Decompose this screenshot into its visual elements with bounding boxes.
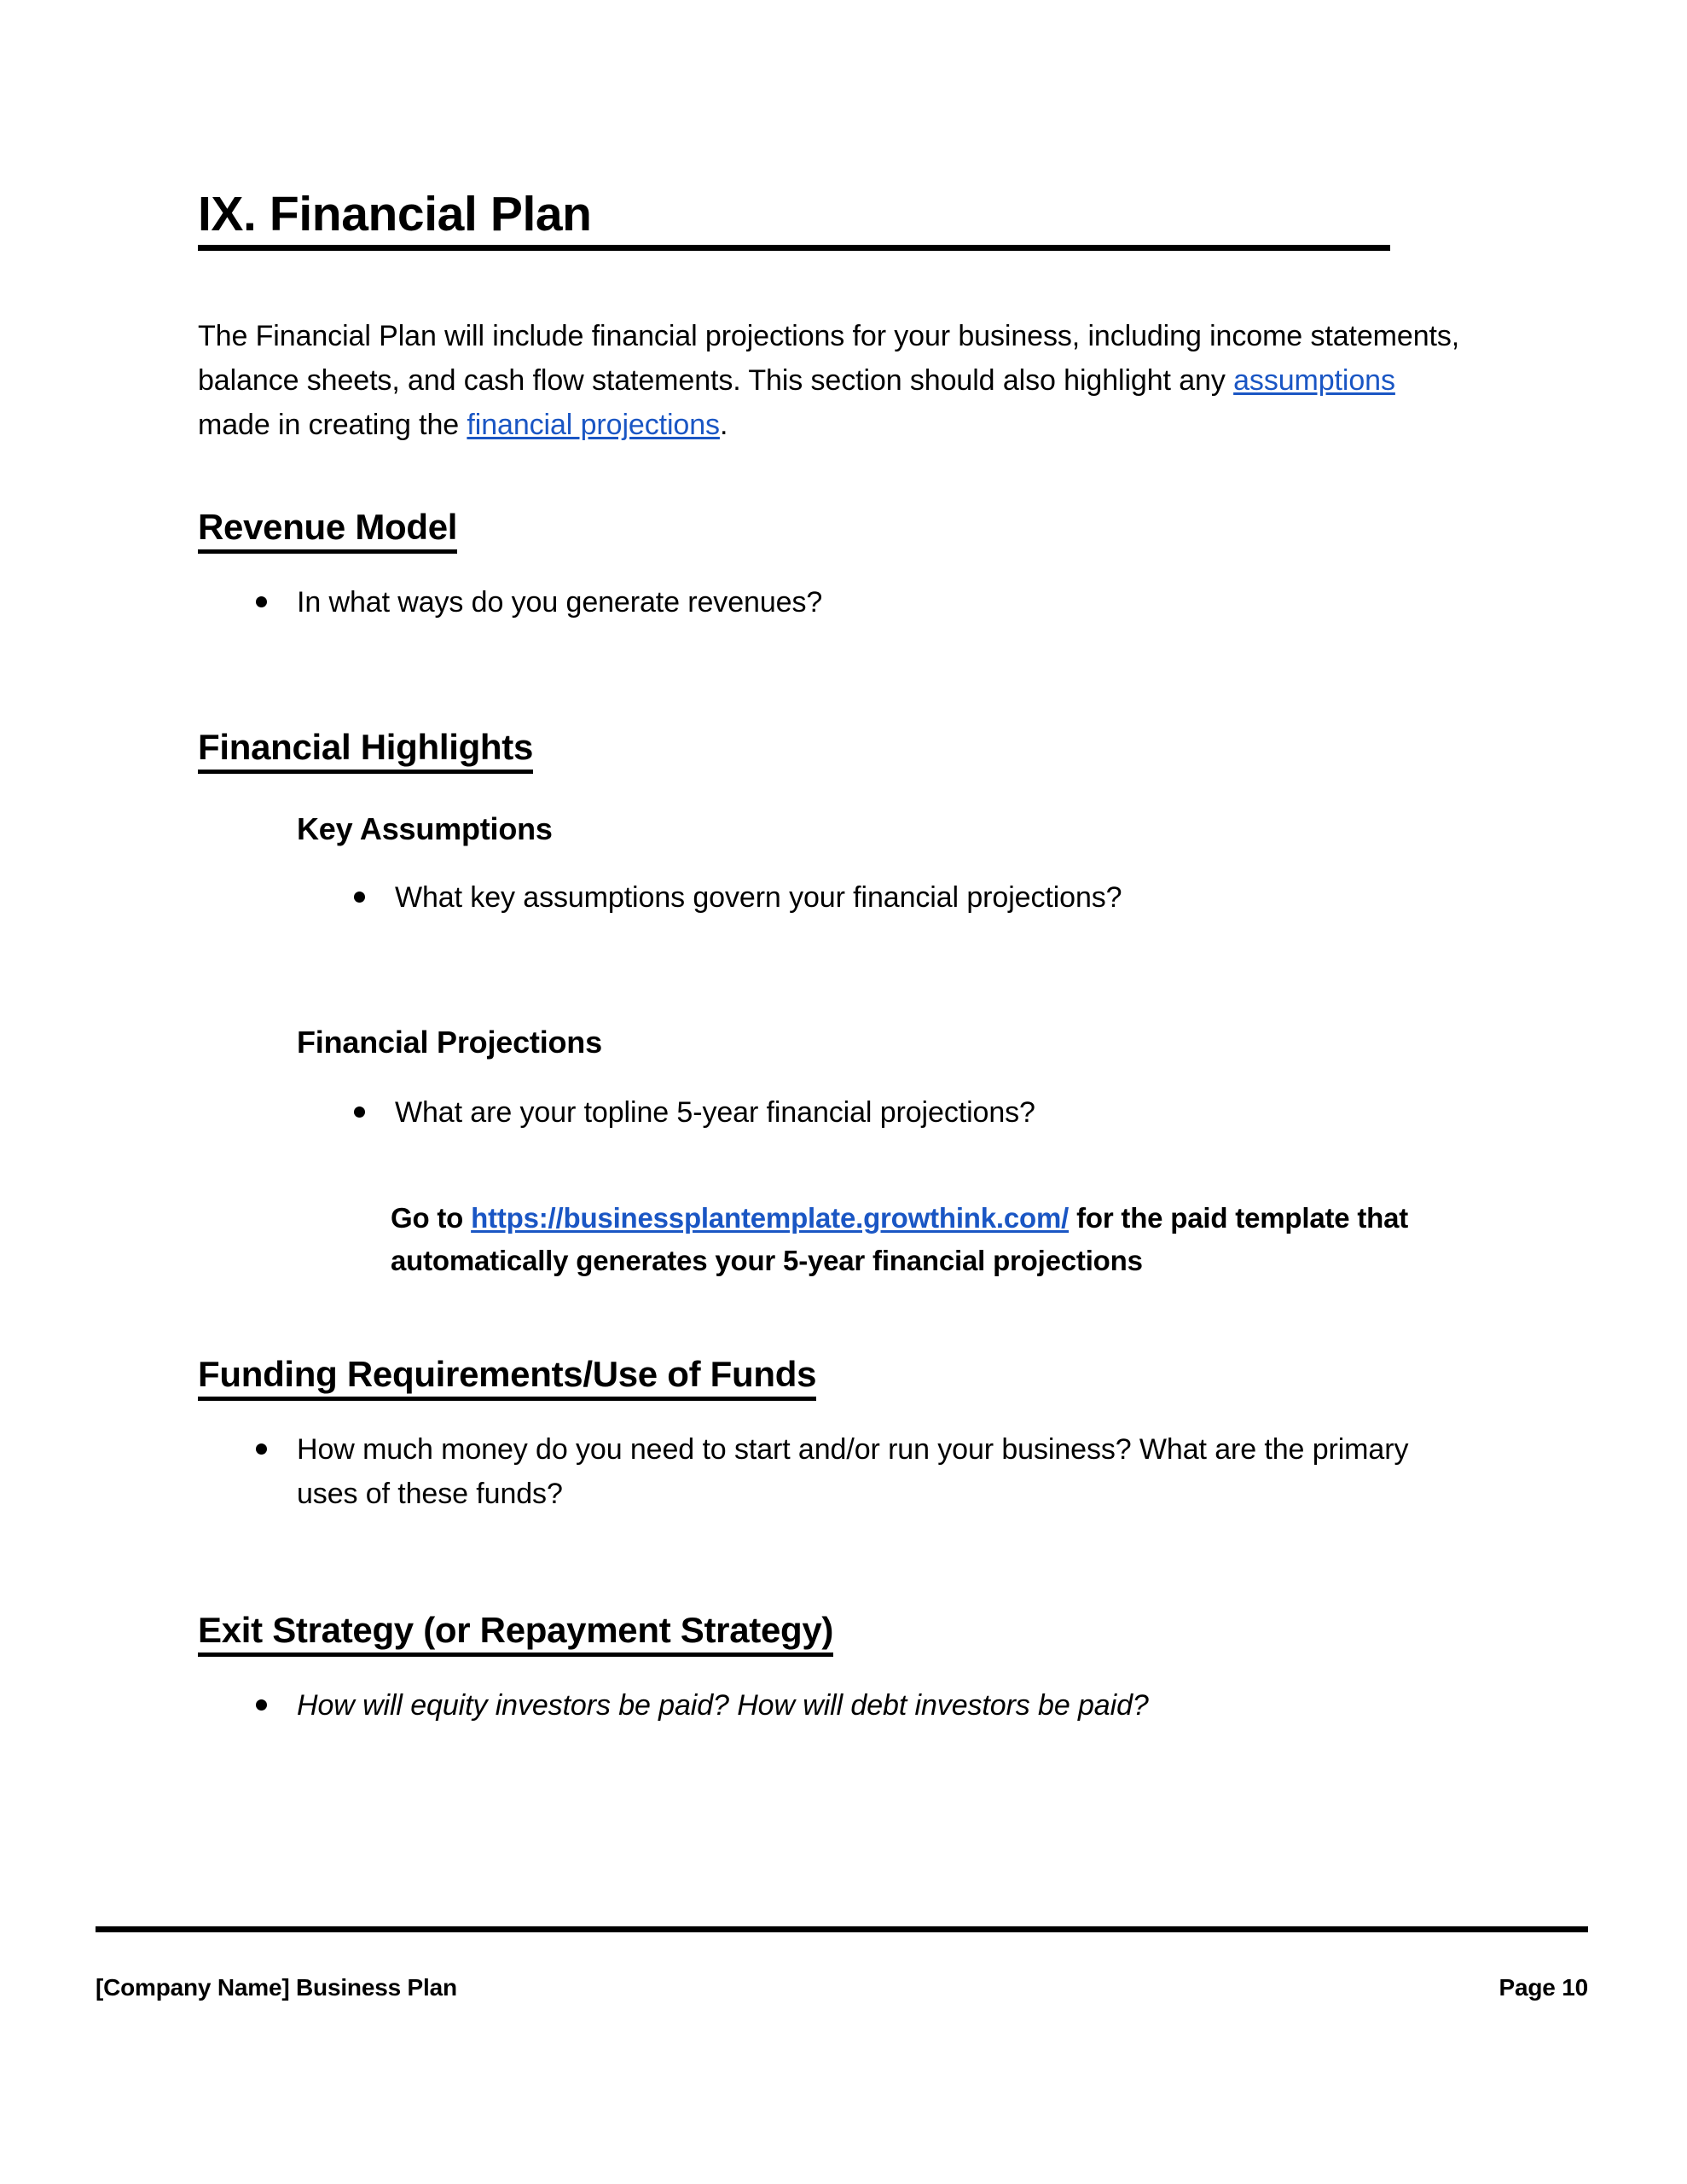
intro-text-part-2: made in creating the [198,409,467,441]
bullet-dot-icon [354,1107,365,1118]
footer-company-label: [Company Name] Business Plan [96,1974,457,2001]
page-title-underline [198,245,1390,251]
footer-page-number: Page 10 [1499,1974,1588,2001]
list-item-text: What key assumptions govern your financial projections? [395,881,1122,914]
list-item-text: In what ways do you generate revenues? [297,586,823,619]
list-item [256,580,1475,624]
list-item [256,1427,1475,1516]
list-item-text: How much money do you need to start and/or run your business? What are the primary uses of these funds? [297,1433,1409,1510]
intro-text-part-3: . [719,409,728,441]
callout-text-after: for the paid template that automatically generates your 5-year financial projections [391,1202,1409,1276]
page-title: IX. Financial Plan [198,187,592,241]
callout-text-before: Go to [391,1202,472,1234]
list-item [256,1683,1475,1728]
assumptions-link[interactable]: assumptions [1233,364,1395,397]
intro-paragraph [198,314,1470,447]
section-heading-exit-strategy-text: Exit Strategy (or Repayment Strategy) [198,1611,833,1657]
section-heading-revenue-model [198,508,457,554]
business-plan-template-url-link[interactable]: https://businessplantemplate.growthink.com/ [471,1202,1070,1234]
bullet-dot-icon [256,1699,267,1711]
bullet-dot-icon [354,892,365,903]
section-heading-financial-highlights [198,728,533,774]
intro-text-part-1: The Financial Plan will include financial projections for your business, including income statements, balance sheets, and cash flow statements. This section should also highlight any [198,320,1460,397]
section-heading-financial-highlights-text: Financial Highlights [198,728,533,774]
section-heading-exit-strategy [198,1611,833,1657]
list-item [354,1090,1480,1135]
list-item-text: How will equity investors be paid? How will debt investors be paid? [297,1689,1149,1722]
section-heading-funding-requirements [198,1355,816,1401]
footer-divider [96,1926,1588,1932]
list-item [354,875,1480,920]
section-heading-funding-requirements-text: Funding Requirements/Use of Funds [198,1355,816,1401]
paid-template-callout [391,1197,1482,1282]
page-footer [96,1974,1588,2001]
bullet-dot-icon [256,596,267,607]
bullet-dot-icon [256,1443,267,1455]
subsection-heading-financial-projections: Financial Projections [297,1025,602,1060]
subsection-heading-key-assumptions: Key Assumptions [297,811,553,846]
list-item-text: What are your topline 5-year financial projections? [395,1096,1035,1129]
section-heading-revenue-model-text: Revenue Model [198,508,457,554]
financial-projections-link[interactable]: financial projections [467,409,720,441]
